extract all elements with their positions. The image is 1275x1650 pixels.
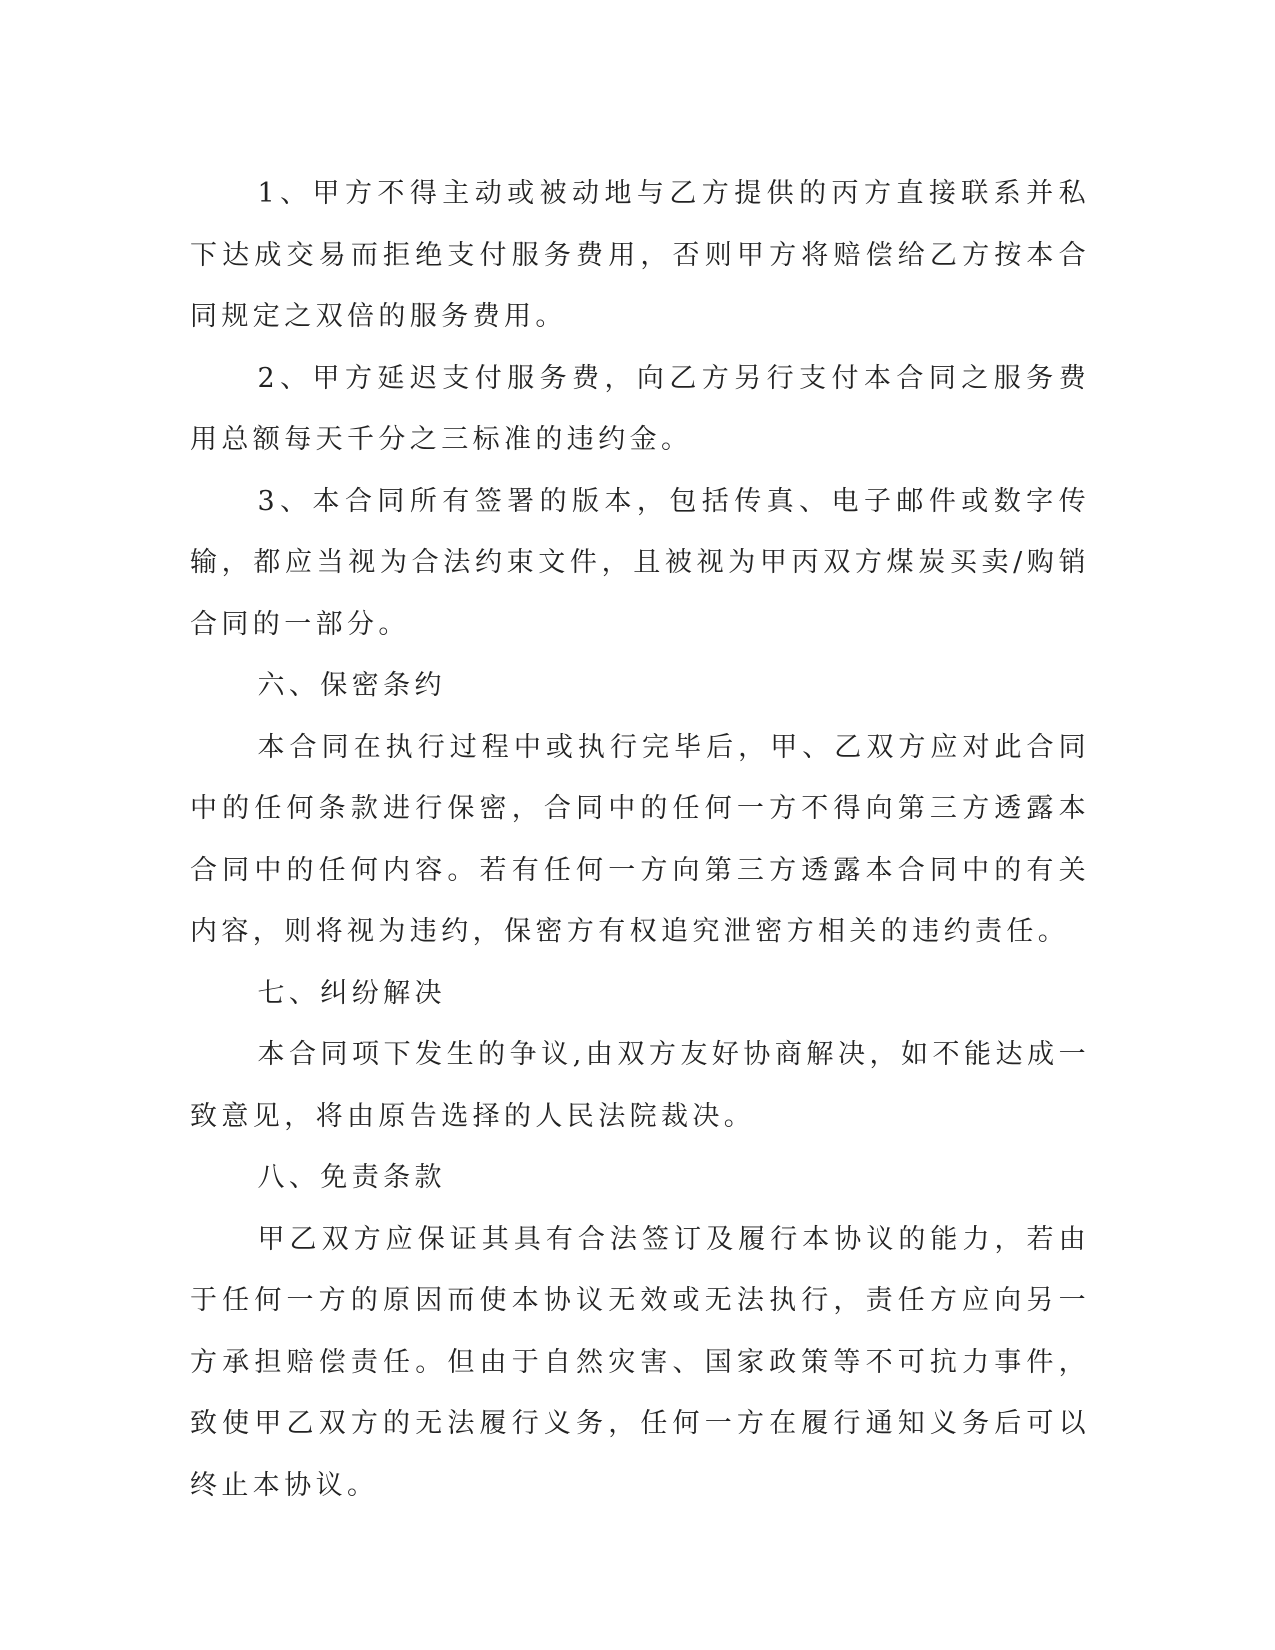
section-heading-confidentiality: 六、保密条约: [257, 670, 446, 701]
disclaimer-paragraph: 甲乙双方应保证其具有合法签订及履行本协议的能力，若由于任何一方的原因而使本协议无效或无法执行，责任方应向另一方承担赔偿责任。但由于自然灾害、国家政策等不可抗力事件，致使甲乙双方的无法履行义务，任何一方在履行通知义务后可以终止本协议。: [190, 1223, 1090, 1501]
section-heading-dispute: 七、纠纷解决: [257, 977, 446, 1009]
clause-paragraph-3: 3、本合同所有签署的版本，包括传真、电子邮件或数字传输，都应当视为合法约束文件，且被视为甲丙双方煤炭买卖/购销合同的一部分。: [190, 485, 1090, 640]
document-body: [190, 163, 1090, 1516]
section-heading-disclaimer: 八、免责条款: [257, 1162, 446, 1193]
clause-paragraph-2: 2、甲方延迟支付服务费，向乙方另行支付本合同之服务费用总额每天千分之三标准的违约金。: [190, 362, 1090, 455]
clause-paragraph-1: 1、甲方不得主动或被动地与乙方提供的丙方直接联系并私下达成交易而拒绝支付服务费用，否则甲方将赔偿给乙方按本合同规定之双倍的服务费用。: [190, 178, 1090, 332]
confidentiality-paragraph: 本合同在执行过程中或执行完毕后，甲、乙双方应对此合同中的任何条款进行保密，合同中的任何一方不得向第三方透露本合同中的任何内容。若有任何一方向第三方透露本合同中的有关内容，则将视为违约，保密方有权追究泄密方相关的违约责任。: [190, 731, 1090, 947]
dispute-paragraph: 本合同项下发生的争议,由双方友好协商解决，如不能达成一致意见，将由原告选择的人民法院裁决。: [190, 1039, 1090, 1132]
